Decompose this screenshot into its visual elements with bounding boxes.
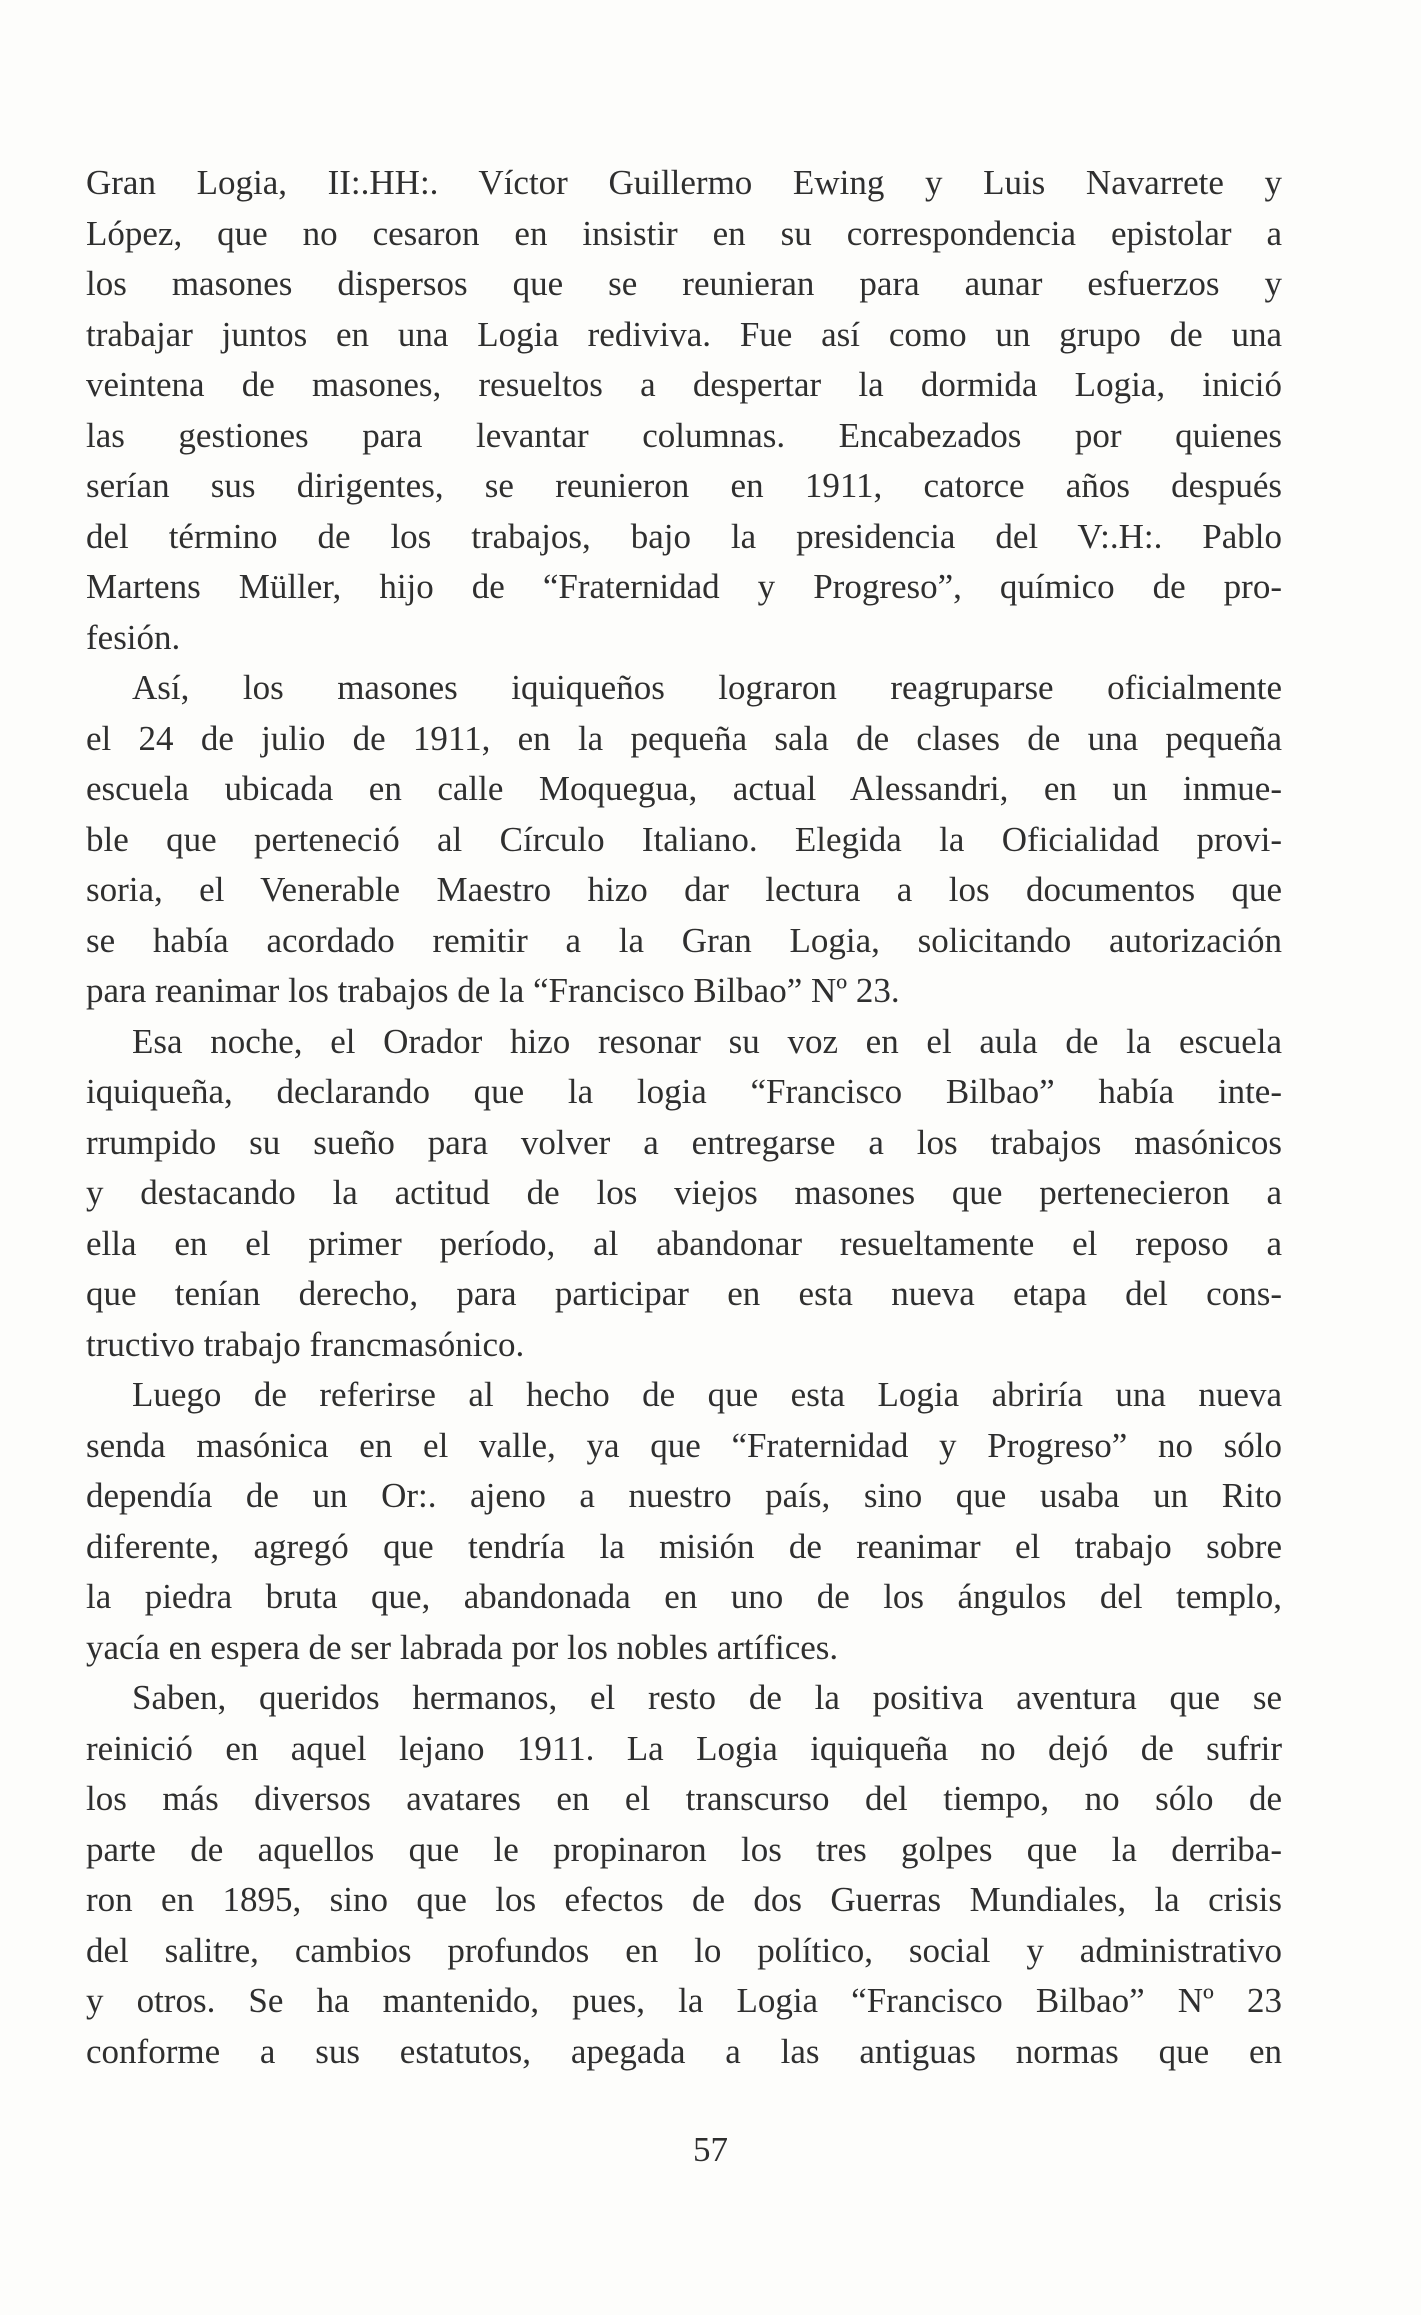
text-line: iquiqueña, declarando que la logia “Francisco Bilbao” había inte- [86, 1072, 1282, 1111]
text-line: senda masónica en el valle, ya que “Fraternidad y Progreso” no sólo [86, 1425, 1282, 1465]
text-line: y destacando la actitud de los viejos masones que pertenecieron a [86, 1173, 1282, 1212]
text-line: Gran Logia, II:.HH:. Víctor Guillermo Ewing y Luis Navarrete y [86, 163, 1282, 202]
text-line: yacía en espera de ser labrada por los nobles artífices. [86, 1627, 839, 1667]
text-line: escuela ubicada en calle Moquegua, actual Alessandri, en un inmue- [86, 769, 1282, 808]
text-line: dependía de un Or:. ajeno a nuestro país, sino que usaba un Rito [86, 1476, 1282, 1515]
text-line: los más diversos avatares en el transcurso del tiempo, no sólo de [86, 1779, 1282, 1818]
text-line: rrumpido su sueño para volver a entregarse a los trabajos masónicos [86, 1122, 1282, 1162]
text-line: del salitre, cambios profundos en lo político, social y administrativo [86, 1930, 1282, 1970]
text-line: ble que perteneció al Círculo Italiano. Elegida la Oficialidad provi- [86, 819, 1282, 859]
text-line: tructivo trabajo francmasónico. [86, 1324, 525, 1364]
text-line: fesión. [86, 617, 181, 657]
text-line: que tenían derecho, para participar en esta nueva etapa del cons- [86, 1274, 1282, 1313]
text-line: reinició en aquel lejano 1911. La Logia iquiqueña no dejó de sufrir [86, 1728, 1282, 1768]
text-line: Así, los masones iquiqueños lograron reagruparse oficialmente [132, 668, 1282, 707]
text-line: Luego de referirse al hecho de que esta Logia abriría una nueva [132, 1375, 1282, 1414]
text-line: ella en el primer período, al abandonar resueltamente el reposo a [86, 1223, 1282, 1263]
text-line: Saben, queridos hermanos, el resto de la positiva aventura que se [132, 1678, 1282, 1717]
paragraph-2 [86, 663, 1282, 1017]
paragraph-3 [86, 1017, 1282, 1371]
text-line: las gestiones para levantar columnas. Encabezados por quienes [86, 415, 1282, 455]
text-line: veintena de masones, resueltos a despertar la dormida Logia, inició [86, 365, 1282, 404]
text-line: los masones dispersos que se reunieran para aunar esfuerzos y [86, 264, 1282, 303]
text-line: para reanimar los trabajos de la “Francisco Bilbao” Nº 23. [86, 971, 900, 1010]
text-line: serían sus dirigentes, se reunieron en 1911, catorce años después [86, 466, 1282, 505]
text-line: soria, el Venerable Maestro hizo dar lectura a los documentos que [86, 870, 1282, 909]
page-number: 57 [693, 2130, 728, 2169]
paragraph-1 [86, 158, 1282, 663]
text-line: Martens Müller, hijo de “Fraternidad y Progreso”, químico de pro- [86, 567, 1282, 606]
text-line: López, que no cesaron en insistir en su correspondencia epistolar a [86, 213, 1282, 253]
text-line: trabajar juntos en una Logia rediviva. Fue así como un grupo de una [86, 314, 1282, 354]
text-line: se había acordado remitir a la Gran Logia, solicitando autorización [86, 920, 1282, 960]
text-line: la piedra bruta que, abandonada en uno de los ángulos del templo, [86, 1577, 1282, 1616]
text-line: Esa noche, el Orador hizo resonar su voz en el aula de la escuela [132, 1021, 1282, 1061]
paragraph-4 [86, 1370, 1282, 1673]
text-line: parte de aquellos que le propinaron los tres golpes que la derriba- [86, 1829, 1282, 1869]
text-line: y otros. Se ha mantenido, pues, la Logia “Francisco Bilbao” Nº 23 [86, 1981, 1282, 2020]
text-line: del término de los trabajos, bajo la presidencia del V:.H:. Pablo [86, 516, 1282, 556]
text-line: ron en 1895, sino que los efectos de dos Guerras Mundiales, la crisis [86, 1880, 1282, 1919]
text-line: conforme a sus estatutos, apegada a las antiguas normas que en [86, 2031, 1282, 2071]
paragraph-5 [86, 1673, 1282, 2077]
text-line: diferente, agregó que tendría la misión de reanimar el trabajo sobre [86, 1526, 1282, 1566]
text-line: el 24 de julio de 1911, en la pequeña sala de clases de una pequeña [86, 718, 1282, 758]
body-text [86, 158, 1282, 2077]
